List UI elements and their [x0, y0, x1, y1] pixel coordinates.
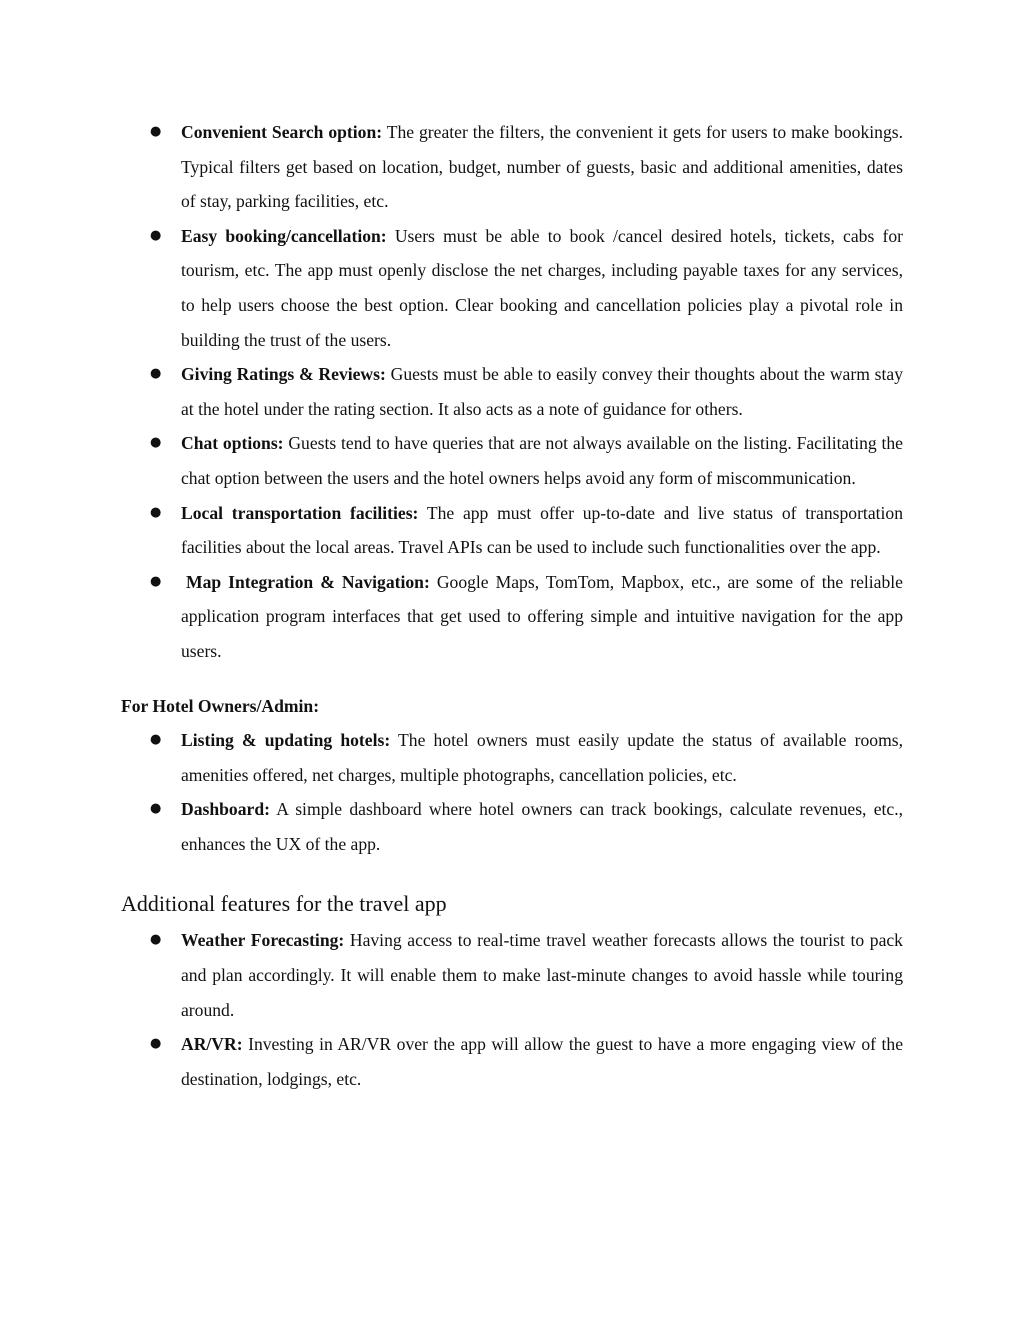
- feature-label: Easy booking/cancellation:: [181, 225, 387, 246]
- list-item: [121, 565, 903, 669]
- bullet-icon: ●: [150, 227, 162, 243]
- list-item: [121, 426, 903, 495]
- document-content: [121, 115, 903, 1096]
- feature-text: The app must offer up-to-date and live status of transportation facilities about the local areas. Travel APIs can be used to include such functionalities over the app.: [181, 502, 903, 558]
- list-item: [121, 115, 903, 219]
- list-item: [121, 219, 903, 357]
- list-item: [121, 923, 903, 1027]
- feature-label: Listing & updating hotels:: [181, 730, 391, 751]
- traveler-feature-list: [121, 115, 903, 669]
- bullet-icon: ●: [150, 1036, 162, 1052]
- feature-text: Google Maps, TomTom, Mapbox, etc., are some of the reliable application program interfaces that get used to offering simple and intuitive navigation for the app users.: [181, 571, 903, 661]
- feature-label: AR/VR:: [181, 1034, 243, 1055]
- bullet-icon: ●: [150, 573, 162, 589]
- bullet-icon: ●: [150, 124, 162, 139]
- feature-text: Users must be able to book /cancel desired hotels, tickets, cabs for tourism, etc. The app must openly disclose the net charges, including payable taxes for any services, to help users choose the best option. Clear booking and cancellation policies play a pivotal role in building the trust of the users.: [181, 225, 903, 350]
- feature-text: The greater the filters, the convenient it gets for users to make bookings. Typical filters get based on location, budget, number of guests, basic and additional amenities, dates of stay, parking facilities, etc.: [181, 122, 903, 212]
- list-item: [121, 496, 903, 565]
- bullet-icon: ●: [150, 801, 162, 817]
- bullet-icon: ●: [150, 504, 162, 520]
- feature-text: Investing in AR/VR over the app will allow the guest to have a more engaging view of the destination, lodgings, etc.: [181, 1034, 903, 1089]
- feature-text: Guests must be able to easily convey their thoughts about the warm stay at the hotel under the rating section. It also acts as a note of guidance for others.: [181, 364, 903, 419]
- feature-label: Chat options:: [181, 433, 284, 454]
- list-item: [121, 357, 903, 426]
- feature-label: Dashboard:: [181, 799, 270, 820]
- list-item: [121, 1027, 903, 1096]
- list-item: [121, 723, 903, 792]
- feature-label: Convenient Search option:: [181, 122, 383, 142]
- bullet-icon: ●: [150, 366, 162, 382]
- feature-text: The hotel owners must easily update the status of available rooms, amenities offered, net charges, multiple photographs, cancellation policies, etc.: [181, 730, 903, 785]
- owner-feature-list: [121, 723, 903, 861]
- list-item: [121, 792, 903, 861]
- feature-label: Giving Ratings & Reviews:: [181, 364, 386, 385]
- feature-label: Local transportation facilities:: [181, 502, 419, 523]
- feature-label: Weather Forecasting:: [181, 930, 345, 951]
- section-title: Additional features for the travel app: [121, 891, 447, 917]
- bullet-icon: ●: [150, 435, 162, 451]
- feature-text: Guests tend to have queries that are not always available on the listing. Facilitating the chat option between the users and the hotel owners helps avoid any form of miscommunication.: [181, 433, 903, 488]
- feature-text: Having access to real-time travel weather forecasts allows the tourist to pack and plan accordingly. It will enable them to make last-minute changes to avoid hassle while touring around.: [181, 930, 903, 1020]
- feature-label: Map Integration & Navigation:: [186, 571, 430, 592]
- bullet-icon: ●: [150, 732, 162, 748]
- owner-heading: For Hotel Owners/Admin:: [121, 695, 320, 716]
- feature-text: A simple dashboard where hotel owners can track bookings, calculate revenues, etc., enhances the UX of the app.: [181, 799, 903, 854]
- additional-feature-list: [121, 923, 903, 1096]
- bullet-icon: ●: [150, 932, 162, 948]
